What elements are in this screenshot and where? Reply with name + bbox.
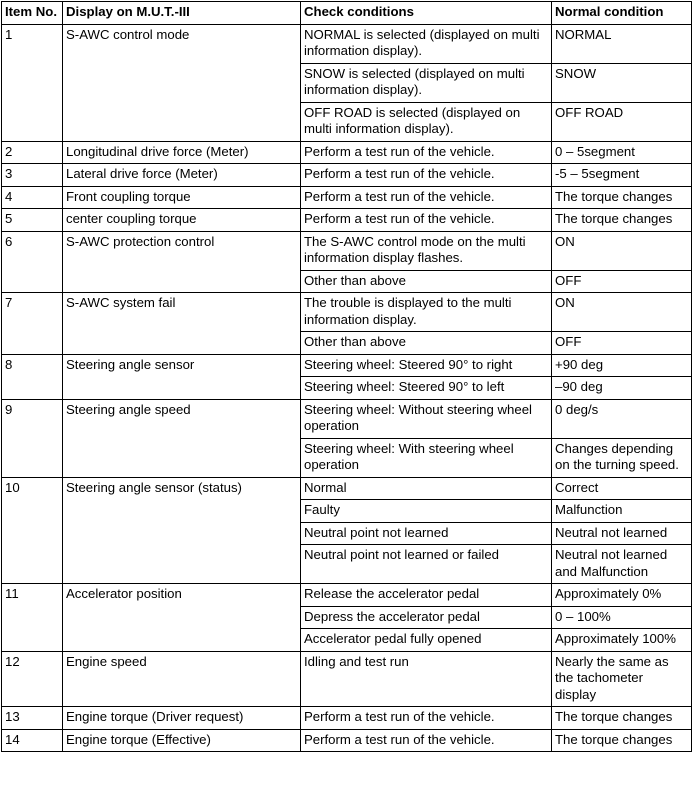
check-condition: Steering wheel: Steered 90° to left <box>301 377 552 400</box>
check-condition: Steering wheel: Without steering wheel operation <box>301 399 552 438</box>
check-condition: Perform a test run of the vehicle. <box>301 209 552 232</box>
check-condition: Perform a test run of the vehicle. <box>301 141 552 164</box>
item-number: 6 <box>2 231 63 293</box>
table-body <box>2 24 692 752</box>
normal-condition: The torque changes <box>552 209 692 232</box>
normal-condition: Approximately 100% <box>552 629 692 652</box>
check-condition: Neutral point not learned <box>301 522 552 545</box>
normal-condition: NORMAL <box>552 24 692 63</box>
check-condition: SNOW is selected (displayed on multi information display). <box>301 63 552 102</box>
check-condition: Faulty <box>301 500 552 523</box>
table-row <box>2 584 692 607</box>
table-row <box>2 707 692 730</box>
check-condition: Steering wheel: Steered 90° to right <box>301 354 552 377</box>
item-number: 11 <box>2 584 63 652</box>
check-condition: Perform a test run of the vehicle. <box>301 186 552 209</box>
header-row <box>2 2 692 25</box>
display-item: center coupling torque <box>63 209 301 232</box>
normal-condition: OFF <box>552 270 692 293</box>
check-condition: OFF ROAD is selected (displayed on multi information display). <box>301 102 552 141</box>
table-row <box>2 399 692 438</box>
normal-condition: Changes depending on the turning speed. <box>552 438 692 477</box>
table-row <box>2 186 692 209</box>
display-item: Steering angle sensor <box>63 354 301 399</box>
normal-condition: SNOW <box>552 63 692 102</box>
check-condition: Other than above <box>301 270 552 293</box>
check-condition: The S-AWC control mode on the multi information display flashes. <box>301 231 552 270</box>
data-list-table <box>1 1 692 752</box>
normal-condition: ON <box>552 231 692 270</box>
normal-condition: Nearly the same as the tachometer display <box>552 651 692 707</box>
check-condition: Idling and test run <box>301 651 552 707</box>
display-item: S-AWC protection control <box>63 231 301 293</box>
normal-condition: 0 – 5segment <box>552 141 692 164</box>
normal-condition: +90 deg <box>552 354 692 377</box>
item-number: 1 <box>2 24 63 141</box>
item-number: 5 <box>2 209 63 232</box>
display-item: Longitudinal drive force (Meter) <box>63 141 301 164</box>
normal-condition: OFF <box>552 332 692 355</box>
item-number: 14 <box>2 729 63 752</box>
item-number: 10 <box>2 477 63 584</box>
display-item: Engine speed <box>63 651 301 707</box>
check-condition: The trouble is displayed to the multi information display. <box>301 293 552 332</box>
item-number: 2 <box>2 141 63 164</box>
table-row <box>2 164 692 187</box>
table-row <box>2 729 692 752</box>
normal-condition: Approximately 0% <box>552 584 692 607</box>
check-condition: Perform a test run of the vehicle. <box>301 729 552 752</box>
check-condition: Neutral point not learned or failed <box>301 545 552 584</box>
check-condition: Perform a test run of the vehicle. <box>301 707 552 730</box>
display-item: Front coupling torque <box>63 186 301 209</box>
check-condition: Steering wheel: With steering wheel operation <box>301 438 552 477</box>
display-item: Engine torque (Effective) <box>63 729 301 752</box>
item-number: 8 <box>2 354 63 399</box>
header-display: Display on M.U.T.-III <box>63 2 301 25</box>
table-header <box>2 2 692 25</box>
check-condition: Other than above <box>301 332 552 355</box>
check-condition: Release the accelerator pedal <box>301 584 552 607</box>
item-number: 12 <box>2 651 63 707</box>
normal-condition: ON <box>552 293 692 332</box>
check-condition: Perform a test run of the vehicle. <box>301 164 552 187</box>
normal-condition: Malfunction <box>552 500 692 523</box>
item-number: 4 <box>2 186 63 209</box>
display-item: Engine torque (Driver request) <box>63 707 301 730</box>
display-item: Accelerator position <box>63 584 301 652</box>
display-item: Steering angle speed <box>63 399 301 477</box>
check-condition: Accelerator pedal fully opened <box>301 629 552 652</box>
header-normal-condition: Normal condition <box>552 2 692 25</box>
table-row <box>2 293 692 332</box>
table-row <box>2 24 692 63</box>
check-condition: Normal <box>301 477 552 500</box>
normal-condition: Correct <box>552 477 692 500</box>
normal-condition: –90 deg <box>552 377 692 400</box>
item-number: 13 <box>2 707 63 730</box>
normal-condition: 0 – 100% <box>552 606 692 629</box>
item-number: 7 <box>2 293 63 355</box>
table-row <box>2 231 692 270</box>
display-item: S-AWC system fail <box>63 293 301 355</box>
table-row <box>2 209 692 232</box>
header-check-conditions: Check conditions <box>301 2 552 25</box>
table-row <box>2 354 692 377</box>
normal-condition: -5 – 5segment <box>552 164 692 187</box>
table-row <box>2 141 692 164</box>
table-row <box>2 477 692 500</box>
normal-condition: 0 deg/s <box>552 399 692 438</box>
display-item: S-AWC control mode <box>63 24 301 141</box>
check-condition: NORMAL is selected (displayed on multi information display). <box>301 24 552 63</box>
item-number: 3 <box>2 164 63 187</box>
check-condition: Depress the accelerator pedal <box>301 606 552 629</box>
display-item: Lateral drive force (Meter) <box>63 164 301 187</box>
normal-condition: OFF ROAD <box>552 102 692 141</box>
normal-condition: The torque changes <box>552 729 692 752</box>
table-row <box>2 651 692 707</box>
normal-condition: Neutral not learned <box>552 522 692 545</box>
display-item: Steering angle sensor (status) <box>63 477 301 584</box>
header-item-no: Item No. <box>2 2 63 25</box>
normal-condition: The torque changes <box>552 186 692 209</box>
item-number: 9 <box>2 399 63 477</box>
normal-condition: Neutral not learned and Malfunction <box>552 545 692 584</box>
normal-condition: The torque changes <box>552 707 692 730</box>
